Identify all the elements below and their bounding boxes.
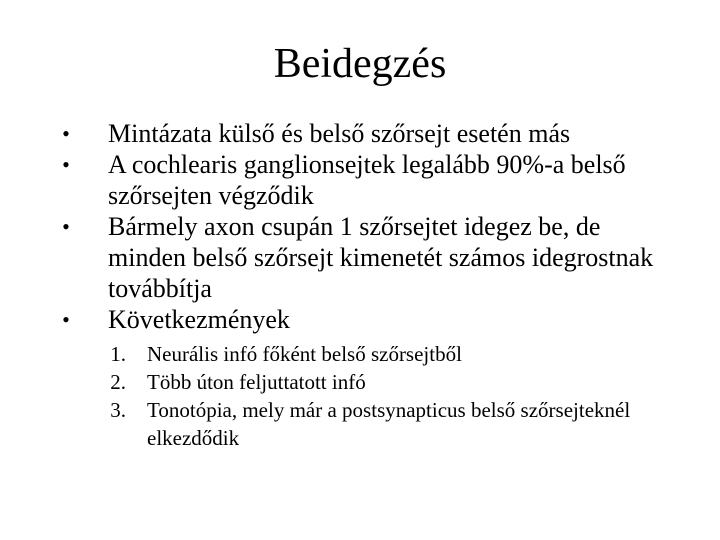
bullet-text: Következmények <box>108 305 290 334</box>
bullet-item <box>58 118 678 149</box>
bullet-text: A cochlearis ganglionsejtek legalább 90%-a belső szőrsejten végződik <box>108 150 626 210</box>
bullet-dot-icon: • <box>62 307 70 332</box>
bullet-dot-icon: • <box>62 214 70 239</box>
numbered-item-text: Neurális infó főként belső szőrsejtből <box>147 342 462 366</box>
item-number: 3. <box>110 398 126 422</box>
bullet-dot-icon: • <box>62 152 70 177</box>
item-number: 1. <box>110 342 126 366</box>
numbered-item-text: Több úton feljuttatott infó <box>147 370 366 394</box>
bullet-text: Mintázata külső és belső szőrsejt esetén más <box>108 119 571 148</box>
bullet-item <box>58 211 678 304</box>
numbered-item-text: Tonotópia, mely már a postsynapticus belső szőrsejteknél elkezdődik <box>147 398 631 450</box>
numbered-item <box>108 340 678 368</box>
bullet-list <box>58 118 678 452</box>
slide-title: Beidegzés <box>273 41 447 87</box>
bullet-item <box>58 149 678 211</box>
bullet-item <box>58 304 678 452</box>
item-number: 2. <box>110 370 126 394</box>
numbered-item <box>108 396 678 452</box>
numbered-list <box>108 340 678 452</box>
numbered-item <box>108 368 678 396</box>
bullet-dot-icon: • <box>62 121 70 146</box>
bullet-text: Bármely axon csupán 1 szőrsejtet idegez be, de minden belső szőrsejt kimenetét számos idegrostnak továbbítja <box>108 212 654 303</box>
